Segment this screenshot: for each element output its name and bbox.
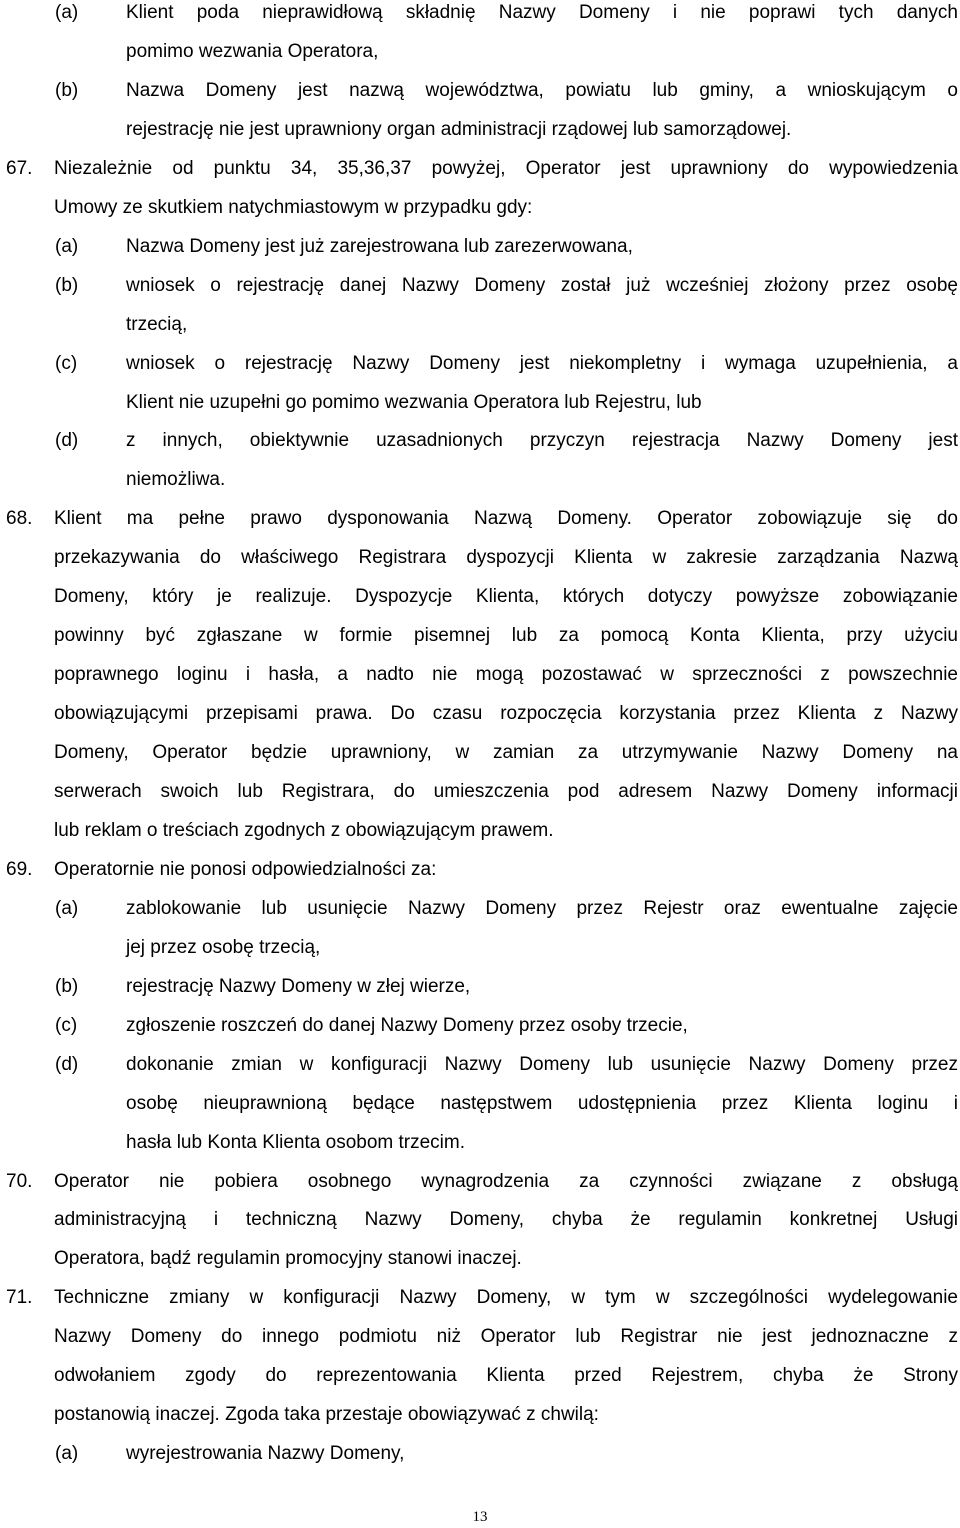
paragraph-line-text: Domeny, Operator będzie uprawniony, w zamian za utrzymywanie Nazwy Domeny na	[54, 742, 958, 764]
paragraph-line-text: Klient ma pełne prawo dysponowania Nazwą Domeny. Operator zobowiązuje się do	[54, 508, 958, 530]
document-line	[0, 1441, 960, 1480]
paragraph-line-text: odwołaniem zgody do reprezentowania Klienta przed Rejestrem, chyba że Strony	[54, 1365, 958, 1387]
paragraph-line-text: obowiązującymi przepisami prawa. Do czasu rozpoczęcia korzystania przez Klienta z Nazwy	[54, 703, 958, 725]
document-line	[0, 273, 960, 312]
document-line	[0, 506, 960, 545]
paragraph-line-text: Umowy ze skutkiem natychmiastowym w przypadku gdy:	[54, 196, 533, 218]
document-line	[0, 1402, 960, 1441]
list-item-marker: (d)	[55, 1053, 79, 1075]
document-line	[0, 1013, 960, 1052]
paragraph-line-text: Operator nie pobiera osobnego wynagrodzenia za czynności związane z obsługą	[54, 1170, 958, 1192]
document-line	[0, 1285, 960, 1324]
page-number: 13	[472, 1509, 488, 1525]
paragraph-line-text: zgłoszenie roszczeń do danej Nazwy Domeny przez osoby trzecie,	[126, 1014, 688, 1036]
document-line	[0, 623, 960, 662]
document-line	[0, 1052, 960, 1091]
document-line	[0, 1246, 960, 1285]
document-line	[0, 195, 960, 234]
paragraph-line-text: niemożliwa.	[126, 469, 226, 491]
paragraph-line-text: wyrejestrowania Nazwy Domeny,	[126, 1443, 405, 1465]
paragraph-line-text: pomimo wezwania Operatora,	[126, 40, 379, 62]
paragraph-line-text: administracyjną i techniczną Nazwy Domeny, chyba że regulamin konkretnej Usługi	[54, 1209, 958, 1231]
document-line	[0, 117, 960, 156]
document-line	[0, 779, 960, 818]
list-item-marker: (d)	[55, 430, 79, 452]
document-line	[0, 935, 960, 974]
document-line	[0, 1324, 960, 1363]
paragraph-line-text: przekazywania do właściwego Registrara dyspozycji Klienta w zakresie zarządzania Nazwą	[54, 547, 958, 569]
paragraph-line-text: Operatornie nie ponosi odpowiedzialności za:	[54, 858, 437, 880]
document-line	[0, 740, 960, 779]
section-number: 68.	[6, 508, 33, 530]
paragraph-line-text: rejestrację Nazwy Domeny w złej wierze,	[126, 975, 471, 997]
document-line	[0, 818, 960, 857]
paragraph-line-text: Niezależnie od punktu 34, 35,36,37 powyżej, Operator jest uprawniony do wypowiedzenia	[54, 157, 958, 179]
document-line	[0, 39, 960, 78]
list-item-marker: (a)	[55, 897, 79, 919]
paragraph-line-text: wniosek o rejestrację danej Nazwy Domeny został już wcześniej złożony przez osobę	[126, 274, 958, 296]
paragraph-line-text: Nazwa Domeny jest nazwą województwa, powiatu lub gminy, a wnioskującym o	[126, 79, 958, 101]
document-line	[0, 234, 960, 273]
document-line	[0, 701, 960, 740]
paragraph-line-text: powinny być zgłaszane w formie pisemnej lub za pomocą Konta Klienta, przy użyciu	[54, 625, 958, 647]
paragraph-line-text: Domeny, który je realizuje. Dyspozycje Klienta, których dotyczy powyższe zobowiązanie	[54, 586, 958, 608]
section-number: 67.	[6, 157, 33, 179]
document-line	[0, 78, 960, 117]
list-item-marker: (a)	[55, 2, 79, 23]
paragraph-line-text: serwerach swoich lub Registrara, do umieszczenia pod adresem Nazwy Domeny informacji	[54, 781, 958, 802]
document-line	[0, 0, 960, 39]
paragraph-line-text: Operatora, bądź regulamin promocyjny stanowi inaczej.	[54, 1248, 522, 1270]
paragraph-line-text: hasła lub Konta Klienta osobom trzecim.	[126, 1131, 466, 1153]
list-item-marker: (b)	[55, 79, 79, 101]
paragraph-line-text: zablokowanie lub usunięcie Nazwy Domeny przez Rejestr oraz ewentualne zajęcie	[126, 897, 958, 919]
paragraph-line-text: Klient poda nieprawidłową składnię Nazwy Domeny i nie poprawi tych danych	[126, 2, 958, 23]
paragraph-line-text: Nazwa Domeny jest już zarejestrowana lub zarezerwowana,	[126, 235, 633, 257]
section-number: 70.	[6, 1170, 33, 1192]
paragraph-line-text: Nazwy Domeny do innego podmiotu niż Operator lub Registrar nie jest jednoznaczne z	[54, 1326, 958, 1348]
document-line	[0, 390, 960, 429]
document-line	[0, 467, 960, 506]
document-line	[0, 312, 960, 351]
document-line	[0, 1363, 960, 1402]
document-line	[0, 1091, 960, 1130]
document-line	[0, 662, 960, 701]
paragraph-line-text: jej przez osobę trzecią,	[126, 936, 321, 958]
document-line	[0, 428, 960, 467]
section-number: 69.	[6, 858, 33, 880]
paragraph-line-text: osobę nieuprawnioną będące następstwem udostępnienia przez Klienta loginu i	[126, 1092, 958, 1114]
document-line	[0, 584, 960, 623]
document-line	[0, 1130, 960, 1169]
paragraph-line-text: wniosek o rejestrację Nazwy Domeny jest niekompletny i wymaga uzupełnienia, a	[126, 352, 958, 374]
list-item-marker: (c)	[55, 352, 78, 374]
document-line	[0, 974, 960, 1013]
paragraph-line-text: Klient nie uzupełni go pomimo wezwania Operatora lub Rejestru, lub	[126, 391, 702, 413]
paragraph-line-text: rejestrację nie jest uprawniony organ administracji rządowej lub samorządowej.	[126, 118, 792, 140]
list-item-marker: (a)	[55, 1443, 79, 1465]
paragraph-line-text: lub reklam o treściach zgodnych z obowiązującym prawem.	[54, 819, 554, 841]
paragraph-line-text: Techniczne zmiany w konfiguracji Nazwy Domeny, w tym w szczególności wydelegowanie	[54, 1287, 958, 1309]
document-line	[0, 857, 960, 896]
section-number: 71.	[6, 1287, 33, 1309]
paragraph-line-text: dokonanie zmian w konfiguracji Nazwy Domeny lub usunięcie Nazwy Domeny przez	[126, 1053, 958, 1075]
paragraph-line-text: z innych, obiektywnie uzasadnionych przyczyn rejestracja Nazwy Domeny jest	[126, 430, 958, 452]
document-line	[0, 1169, 960, 1208]
document-line	[0, 351, 960, 390]
document-line	[0, 545, 960, 584]
list-item-marker: (b)	[55, 274, 79, 296]
document-line	[0, 896, 960, 935]
paragraph-line-text: trzecią,	[126, 313, 188, 335]
list-item-marker: (b)	[55, 975, 79, 997]
document-line	[0, 156, 960, 195]
list-item-marker: (a)	[55, 235, 79, 257]
paragraph-line-text: postanowią inaczej. Zgoda taka przestaje obowiązywać z chwilą:	[54, 1404, 599, 1426]
document-line	[0, 1207, 960, 1246]
list-item-marker: (c)	[55, 1014, 78, 1036]
paragraph-line-text: poprawnego loginu i hasła, a nadto nie mogą pozostawać w sprzeczności z powszechnie	[54, 664, 958, 686]
